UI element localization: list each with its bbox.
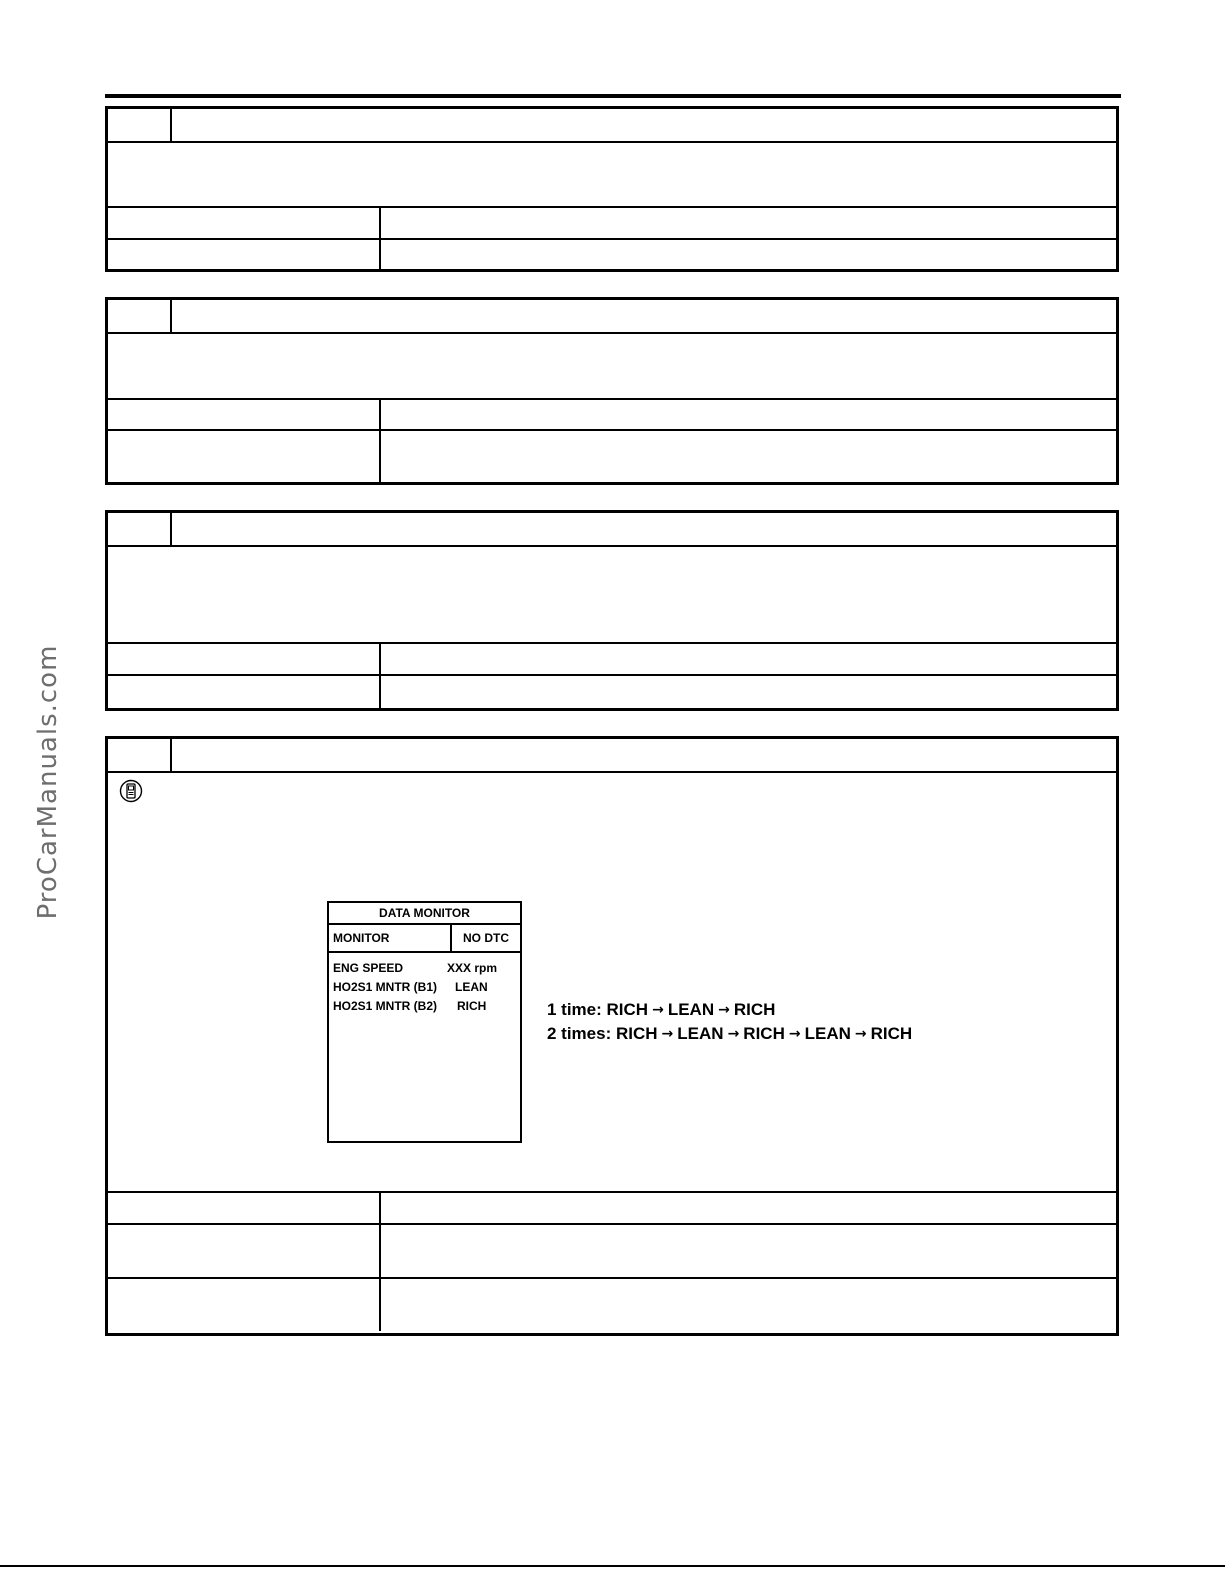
dtc-status: NO DTC (463, 931, 509, 945)
data-monitor-subheader (329, 925, 520, 953)
result-action (381, 208, 1116, 238)
bottom-rule (0, 1565, 1225, 1567)
step-box-2 (105, 297, 1119, 485)
result-row (108, 431, 1116, 482)
result-label (108, 431, 381, 482)
step-body (108, 334, 1116, 400)
step-title (172, 109, 1116, 141)
result-row (108, 400, 1116, 431)
right-arrow-icon: → (727, 1026, 740, 1042)
sequence-state: RICH (606, 1000, 649, 1019)
consult-tool-icon (119, 779, 143, 803)
sequence-state: LEAN (677, 1024, 724, 1043)
data-monitor-title: DATA MONITOR (329, 903, 520, 925)
monitor-item-value: RICH (457, 999, 487, 1013)
result-action (381, 676, 1116, 708)
monitor-item-label: HO2S1 MNTR (B1) (333, 980, 438, 994)
step-number (108, 300, 172, 332)
result-label (108, 676, 381, 708)
step-number (108, 109, 172, 141)
result-label (108, 208, 381, 238)
result-label (108, 644, 381, 674)
result-row (108, 644, 1116, 676)
result-row (108, 1225, 1116, 1279)
sequence-state: RICH (733, 1000, 776, 1019)
cycle-sequence (547, 998, 912, 1046)
step-title (172, 513, 1116, 545)
sequence-line-1 (547, 998, 912, 1022)
result-label (108, 1279, 381, 1331)
sequence-state: LEAN (667, 1000, 715, 1019)
result-label (108, 1225, 381, 1277)
result-action (381, 1193, 1116, 1223)
result-action (381, 1279, 1116, 1331)
sequence-prefix: 1 time: (547, 1000, 602, 1019)
result-row (108, 676, 1116, 708)
sequence-state: RICH (870, 1024, 913, 1043)
result-action (381, 240, 1116, 269)
result-action (381, 644, 1116, 674)
result-label (108, 1193, 381, 1223)
step-title (172, 739, 1116, 771)
sequence-line-2 (547, 1022, 912, 1046)
sequence-state: RICH (743, 1024, 785, 1043)
right-arrow-icon: → (661, 1026, 674, 1042)
result-row (108, 240, 1116, 269)
step-header (108, 513, 1116, 547)
step-header (108, 109, 1116, 143)
result-action (381, 431, 1116, 482)
step-body (108, 143, 1116, 208)
step-title (172, 300, 1116, 332)
step-box-1 (105, 106, 1119, 272)
result-label (108, 240, 381, 269)
result-label (108, 400, 381, 429)
monitor-item-label: ENG SPEED (333, 961, 404, 975)
step-box-4 (105, 736, 1119, 1336)
monitor-item-value: LEAN (455, 980, 488, 994)
result-row (108, 1193, 1116, 1225)
watermark: ProCarManuals.com (33, 644, 63, 920)
step-header (108, 739, 1116, 773)
data-monitor-row (329, 978, 520, 997)
right-arrow-icon: → (652, 1002, 664, 1018)
step-body (108, 773, 1116, 1193)
result-action (381, 1225, 1116, 1277)
monitor-item-label: HO2S1 MNTR (B2) (333, 999, 438, 1013)
top-rule (105, 94, 1121, 98)
data-monitor-panel (327, 901, 522, 1143)
monitor-label: MONITOR (329, 925, 452, 951)
right-arrow-icon: → (854, 1026, 867, 1042)
result-row (108, 208, 1116, 240)
data-monitor-row (329, 997, 520, 1016)
sequence-state: LEAN (804, 1024, 851, 1043)
monitor-item-value: XXX rpm (447, 961, 498, 975)
step-number (108, 739, 172, 771)
data-monitor-row (329, 959, 520, 978)
sequence-state: RICH (615, 1024, 658, 1043)
sequence-prefix: 2 times: (547, 1024, 612, 1043)
step-header (108, 300, 1116, 334)
right-arrow-icon: → (718, 1002, 730, 1018)
result-action (381, 400, 1116, 429)
step-box-3 (105, 510, 1119, 711)
step-body (108, 547, 1116, 644)
data-monitor-rows (329, 953, 520, 1016)
right-arrow-icon: → (788, 1026, 801, 1042)
result-row (108, 1279, 1116, 1331)
step-number (108, 513, 172, 545)
